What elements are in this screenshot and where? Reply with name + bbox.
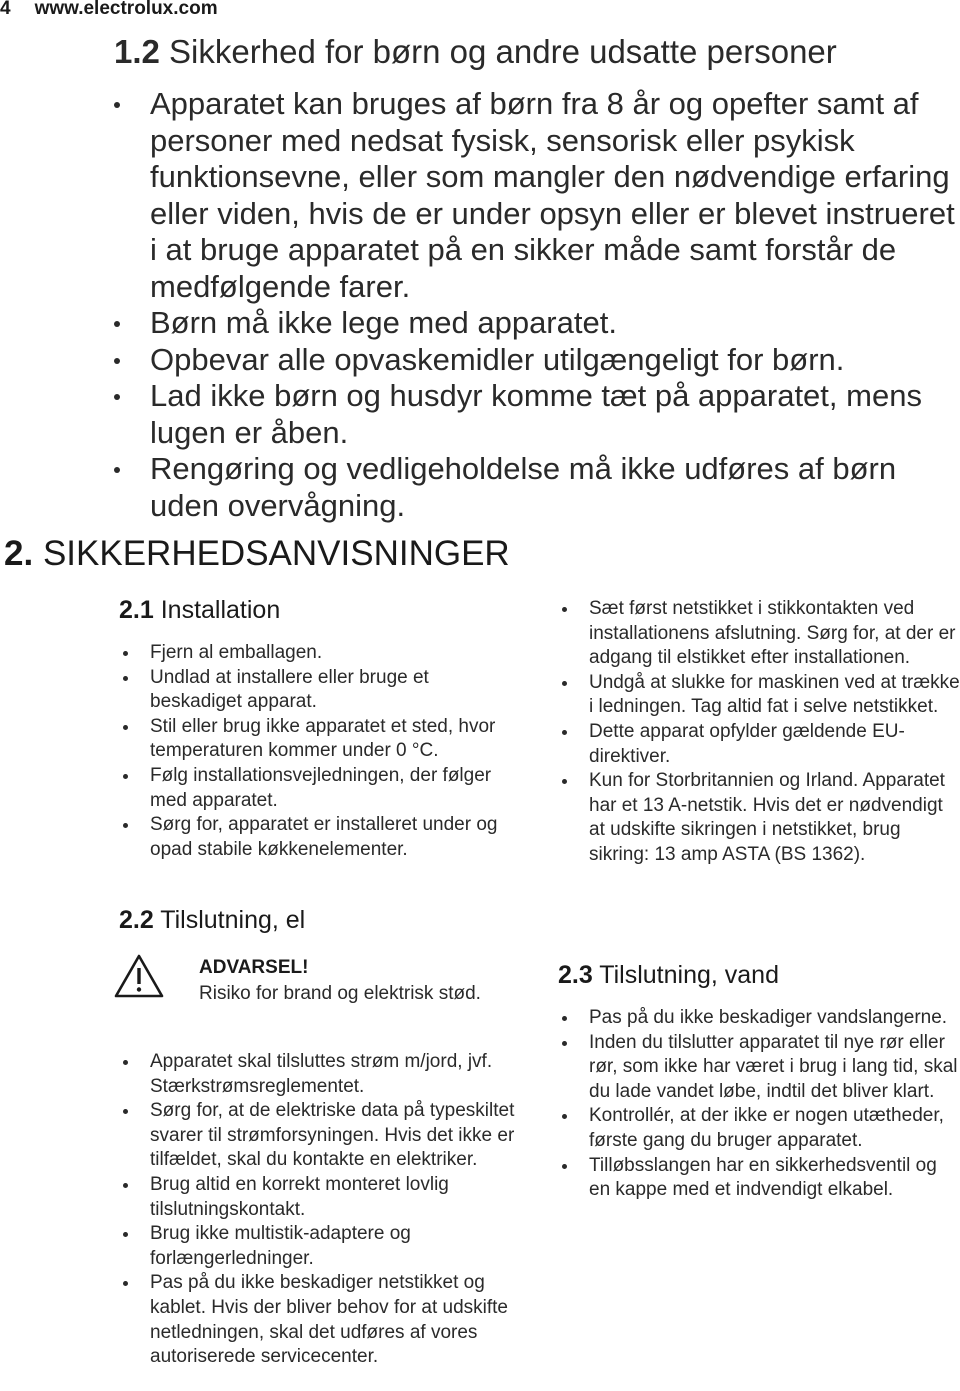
warning-text: Risiko for brand og elektrisk stød. bbox=[199, 983, 481, 1004]
section-title: Sikkerhed for børn og andre udsatte personer bbox=[169, 33, 837, 70]
list-item: Apparatet kan bruges af børn fra 8 år og opefter samt af personer med nedsat fysisk, sensorisk eller psykisk funktionsevne, eller som mangler den nødvendige erfaring eller viden, hvis de er under opsyn eller er blevet instrueret i at bruge apparatet på en sikker måde samt forstår de medfølgende farer. bbox=[112, 86, 960, 305]
section-2-1-list bbox=[119, 641, 509, 862]
section-number: 2.1 bbox=[119, 596, 154, 624]
section-number: 2. bbox=[4, 534, 34, 573]
section-number: 2.2 bbox=[119, 906, 154, 934]
page-number: 4 bbox=[0, 0, 11, 19]
list-item: Sørg for, at de elektriske data på typeskiltet svarer til strømforsyningen. Hvis det ikke er tilfældet, skal du kontakte en elektriker. bbox=[119, 1099, 539, 1173]
section-title: Tilslutning, el bbox=[160, 906, 306, 934]
section-number: 2.3 bbox=[558, 961, 593, 989]
section-2-2-heading bbox=[119, 906, 305, 935]
section-title: Installation bbox=[160, 596, 281, 624]
list-item: Følg installationsvejledningen, der følger med apparatet. bbox=[119, 764, 509, 813]
list-item: Rengøring og vedligeholdelse må ikke udføres af børn uden overvågning. bbox=[112, 451, 960, 524]
list-item: Børn må ikke lege med apparatet. bbox=[112, 305, 960, 342]
list-item: Opbevar alle opvaskemidler utilgængeligt for børn. bbox=[112, 342, 960, 379]
section-1-2-list bbox=[112, 86, 960, 524]
list-item: Inden du tilslutter apparatet til nye rør eller rør, som ikke har været i brug i lang tid, skal du lade vandet løbe, indtil det bliver klart. bbox=[558, 1031, 960, 1105]
list-item: Apparatet skal tilsluttes strøm m/jord, jvf. Stærkstrømsreglementet. bbox=[119, 1050, 539, 1099]
section-2-3-heading bbox=[558, 961, 779, 990]
section-title: SIKKERHEDSANVISNINGER bbox=[42, 534, 510, 573]
list-item: Dette apparat opfylder gældende EU-direktiver. bbox=[558, 720, 960, 769]
section-2-2-list bbox=[119, 1050, 539, 1370]
section-title: Tilslutning, vand bbox=[599, 961, 779, 989]
list-item: Brug ikke multistik-adaptere og forlængerledninger. bbox=[119, 1222, 539, 1271]
section-1-2-heading bbox=[114, 33, 837, 71]
list-item: Kun for Storbritannien og Irland. Apparatet har et 13 A-netstik. Hvis det er nødvendigt at udskifte sikringen i netstikket, brug sikring: 13 amp ASTA (BS 1362). bbox=[558, 769, 960, 867]
site-url: www.electrolux.com bbox=[34, 0, 218, 19]
list-item: Sørg for, apparatet er installeret under og opad stabile køkkenelementer. bbox=[119, 813, 509, 862]
list-item: Pas på du ikke beskadiger netstikket og kablet. Hvis der bliver behov for at udskifte netledningen, skal det udføres af vores autoriserede servicecenter. bbox=[119, 1271, 539, 1369]
list-item: Lad ikke børn og husdyr komme tæt på apparatet, mens lugen er åben. bbox=[112, 378, 960, 451]
section-2-1-heading bbox=[119, 596, 280, 625]
list-item: Undgå at slukke for maskinen ved at trække i ledningen. Tag altid fat i selve netstikket. bbox=[558, 671, 960, 720]
section-2-2-list-continued bbox=[558, 597, 960, 868]
list-item: Sæt først netstikket i stikkontakten ved installationens afslutning. Sørg for, at der er adgang til elstikket efter installationen. bbox=[558, 597, 960, 671]
list-item: Tilløbsslangen har en sikkerhedsventil og en kappe med et indvendigt elkabel. bbox=[558, 1154, 960, 1203]
section-number: 1.2 bbox=[114, 33, 160, 70]
page-header bbox=[0, 0, 218, 20]
section-2-3-list bbox=[558, 1006, 960, 1203]
list-item: Brug altid en korrekt monteret lovlig tilslutningskontakt. bbox=[119, 1173, 539, 1222]
list-item: Undlad at installere eller bruge et beskadiget apparat. bbox=[119, 666, 509, 715]
list-item: Kontrollér, at der ikke er nogen utætheder, første gang du bruger apparatet. bbox=[558, 1104, 960, 1153]
warning-triangle-icon bbox=[113, 953, 165, 999]
list-item: Stil eller brug ikke apparatet et sted, hvor temperaturen kommer under 0 °C. bbox=[119, 715, 509, 764]
list-item: Fjern al emballagen. bbox=[119, 641, 509, 666]
warning-title: ADVARSEL! bbox=[199, 957, 309, 978]
section-2-heading bbox=[4, 534, 510, 574]
list-item: Pas på du ikke beskadiger vandslangerne. bbox=[558, 1006, 960, 1031]
